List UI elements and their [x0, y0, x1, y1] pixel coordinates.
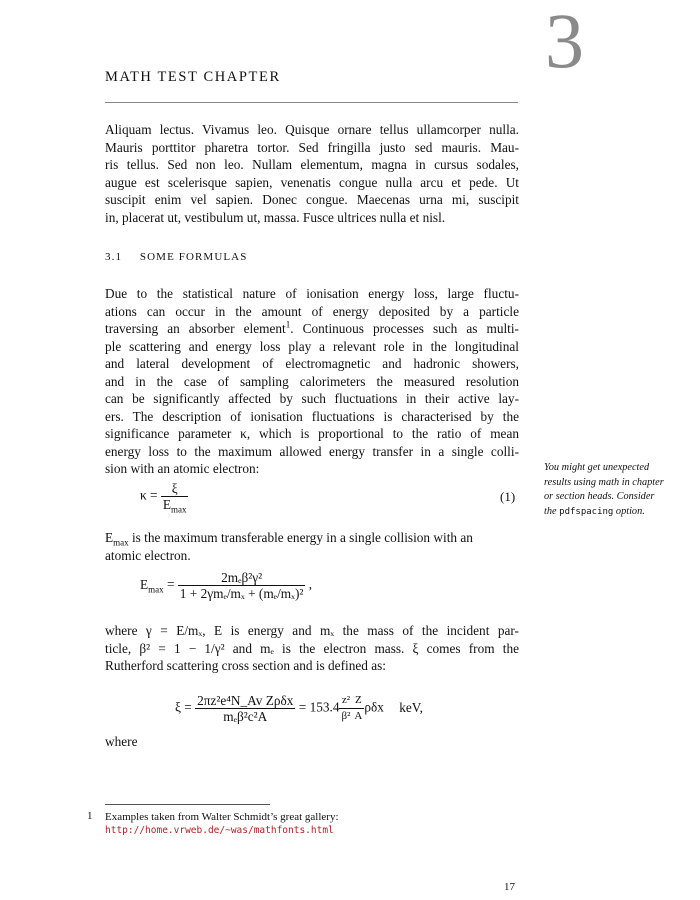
text-line: Aliquam lectus. Vivamus leo. Quisque ornare tellus ullamcorper nulla.	[105, 122, 519, 137]
after-equation-text	[105, 733, 519, 751]
emax-paragraph	[105, 529, 519, 564]
text-line: suscipit enim vel sapien. Donec congue. Maecenas urna mi, suscipit	[105, 192, 519, 207]
text-fragment: traversing an absorber element	[105, 321, 286, 336]
chapter-rule	[105, 102, 518, 103]
text-line: in, placerat ut, vestibulum ut, massa. Fusce ultrices nulla et nisl.	[105, 209, 446, 225]
text-line: where γ = E/mₓ, E is energy and mₓ the mass of the incident par-	[105, 623, 519, 638]
footnote-text: Examples taken from Walter Schmidt’s great gallery:	[105, 811, 339, 823]
equation-lhs: κ	[140, 487, 147, 503]
text-line: augue est scelerisque sapien, venenatis congue nulla arcu et pede. Ut	[105, 174, 519, 190]
emax-symbol: E	[105, 530, 114, 545]
numerator: ξ	[161, 481, 189, 497]
chapter-title: MATH TEST CHAPTER	[105, 69, 281, 85]
chapter-number: 3	[545, 0, 584, 84]
equation-xi	[175, 693, 423, 724]
numerator: 2πz²e⁴N_Av Zρδx	[197, 693, 294, 708]
text-line: significance parameter κ, which is proportional to the ratio of mean	[105, 426, 519, 441]
equation-lhs: ξ	[175, 699, 181, 715]
text-line: ple scattering and energy loss play a relevant role in the longitudinal	[105, 338, 519, 354]
main-paragraph	[105, 285, 519, 478]
subscript: max	[113, 537, 129, 548]
text-line: sion with an atomic electron:	[105, 461, 260, 476]
footnote-rule	[105, 804, 270, 805]
equals-sign: =	[184, 699, 192, 715]
footnote-reference[interactable]: 1	[285, 319, 291, 330]
fraction	[161, 481, 189, 515]
equation-number: (1)	[500, 489, 516, 504]
equation-lhs	[140, 576, 164, 595]
text-line: Due to the statistical nature of ionisation energy loss, large fluctu-	[105, 286, 519, 301]
text-line: Mauris porttitor pharetra tortor. Sed fringilla justo sed mauris. Mau-	[105, 139, 519, 155]
text-line: ations can occur in the amount of energy deposited by a particle	[105, 303, 519, 319]
text-fragment: is the maximum transferable energy in a single collision with an	[128, 530, 473, 545]
subscript: max	[148, 584, 164, 595]
text-line: and in the case of sampling calorimeters the measured resolution	[105, 373, 519, 389]
section-number: 3.1	[105, 251, 123, 263]
intro-paragraph	[105, 121, 519, 226]
coefficient: 153.4	[309, 699, 340, 715]
text-line: atomic electron.	[105, 547, 191, 563]
text-line: ticle, β² = 1 − 1/γ² and mₑ is the electron mass. ξ comes from the	[105, 640, 519, 656]
text-line: and lateral development of electromagnetic and hadronic showers,	[105, 356, 519, 371]
text-fragment: . Continuous processes such as multi-	[290, 321, 519, 336]
denominator-base: E	[162, 497, 171, 512]
denominator: A	[354, 710, 363, 722]
equals-sign: =	[298, 699, 307, 715]
text-line: ris tellus. Sed non leo. Nullam elementum, magna in cursus sodales,	[105, 157, 519, 172]
fraction	[339, 693, 352, 724]
text-line: can be significantly affected by such fluctuations in their active lay-	[105, 391, 519, 406]
section-title: SOME FORMULAS	[139, 251, 248, 263]
numerator: Z	[352, 693, 364, 709]
numerator: z²	[339, 693, 352, 709]
text-line: ers. The description of ionisation fluctuations is characterised by the	[105, 408, 519, 424]
trailing-comma: ,	[308, 576, 313, 592]
denominator: β²	[341, 710, 351, 722]
where-paragraph	[105, 622, 519, 675]
equals-sign: =	[150, 487, 158, 503]
footnote-link[interactable]: http://home.vrweb.de/~was/mathfonts.html	[105, 825, 334, 836]
equals-sign: =	[166, 576, 175, 592]
page-number: 17	[504, 881, 515, 893]
fraction	[352, 693, 364, 724]
equation-tail: ρδx	[364, 699, 384, 715]
text-line: Rutherford scattering cross section and is defined as:	[105, 658, 387, 673]
margin-note	[544, 461, 664, 519]
text-line	[105, 529, 519, 547]
denominator: mₑβ²c²A	[223, 709, 268, 724]
fraction	[195, 693, 295, 724]
margin-note-code: pdfspacing	[559, 506, 614, 517]
fraction	[178, 570, 306, 601]
unit: keV,	[399, 699, 423, 715]
numerator: 2mₑβ²γ²	[178, 570, 306, 586]
equation-emax	[140, 570, 312, 601]
margin-note-text-end: option.	[613, 505, 645, 517]
equation-kappa	[140, 481, 188, 515]
text-line	[105, 320, 519, 338]
margin-note-text: You might get unexpected results using math in chapter or section heads. Consider the	[544, 462, 664, 517]
subscript: max	[170, 504, 187, 515]
section-heading	[105, 252, 247, 263]
denominator	[161, 497, 189, 515]
denominator: 1 + 2γmₑ/mₓ + (mₑ/mₓ)²	[179, 586, 304, 601]
lhs-base: E	[140, 576, 149, 592]
footnote-mark: 1	[87, 810, 93, 822]
text-line: energy loss to the maximum allowed energy transfer in a single colli-	[105, 443, 519, 459]
text-line: where	[105, 734, 138, 749]
